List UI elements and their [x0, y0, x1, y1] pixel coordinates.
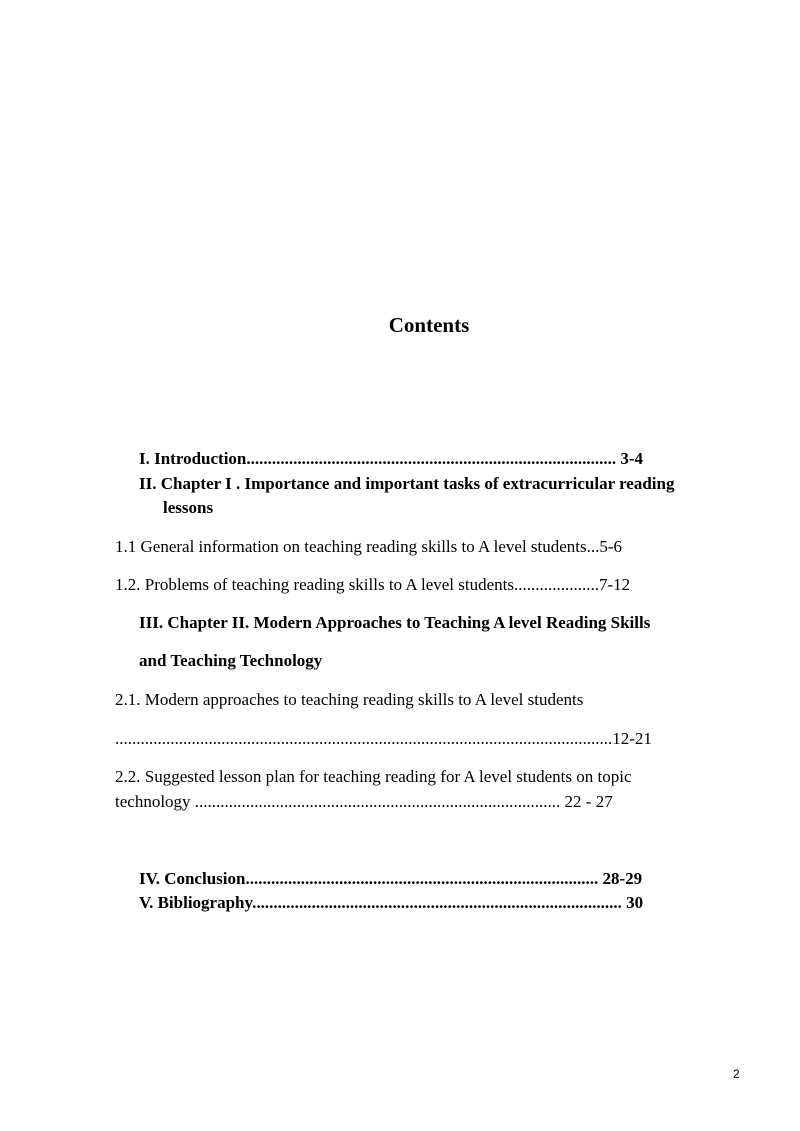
toc-entry-1-2: 1.2. Problems of teaching reading skills to A level students....................7-12 — [115, 575, 631, 594]
toc-entry-chapter-2: III. Chapter II. Modern Approaches to Teaching A level Reading Skills — [139, 613, 651, 632]
page-number: 2 — [733, 1067, 740, 1081]
toc-entry-conclusion: IV. Conclusion................................................................................... 28-29 — [139, 869, 643, 888]
page-title: Contents — [388, 313, 470, 337]
toc-entry-2-1-pages: .....................................................................................................................12-21 — [115, 729, 652, 748]
toc-entry-chapter-1: II. Chapter I . Importance and important tasks of extracurricular reading — [139, 474, 675, 493]
toc-entry-chapter-1-continued: lessons — [163, 498, 214, 517]
toc-entry-2-2-continued: technology ...................................................................................... 22 - 27 — [115, 792, 613, 811]
toc-entry-chapter-2-continued: and Teaching Technology — [139, 651, 323, 670]
toc-entry-1-1: 1.1 General information on teaching reading skills to A level students...5-6 — [115, 537, 623, 556]
toc-entry-2-1: 2.1. Modern approaches to teaching reading skills to A level students — [115, 690, 584, 709]
toc-entry-bibliography: V. Bibliography....................................................................................... 30 — [139, 893, 644, 912]
toc-entry-introduction: I. Introduction....................................................................................... 3-4 — [139, 449, 644, 468]
toc-entry-2-2: 2.2. Suggested lesson plan for teaching reading for A level students on topic — [115, 767, 632, 786]
